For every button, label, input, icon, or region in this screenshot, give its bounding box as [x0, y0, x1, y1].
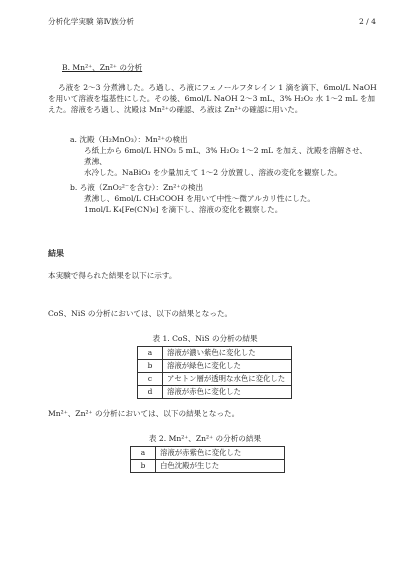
- table-row: [131, 460, 285, 473]
- subsection-b-line: 煮沸し、6mol/L CH₃COOH を用いて中性～微アルカリ性にした。: [84, 194, 315, 203]
- page-number: 2 / 4: [358, 17, 376, 26]
- table-row: [131, 447, 285, 460]
- row-text: アセトン層が透明な水色に変化した: [163, 373, 292, 386]
- table-row: [138, 373, 292, 386]
- row-text: 溶液が濃い紫色に変化した: [163, 347, 292, 360]
- paragraph-line: ろ液を 2～3 分煮沸した。ろ過し、ろ液にフェノールフタレイン 1 滴を滴下、6mol/L NaOH: [58, 83, 377, 92]
- table1: [137, 346, 292, 399]
- table2-caption: 表 2. Mn²⁺、Zn²⁺ の分析の結果: [148, 434, 262, 443]
- subsection-a-title: a. 沈殿（H₂MnO₃）：Mn²⁺の検出: [70, 135, 188, 144]
- table-row: [138, 360, 292, 373]
- subsection-b-line: 1mol/L K₄[Fe(CN)₆] を滴下し、溶液の変化を観察した。: [84, 205, 283, 214]
- subsection-a-line: 水冷した。NaBiO₃ を少量加えて 1～2 分放置し、溶液の変化を観察した。: [84, 168, 342, 177]
- row-label: a: [131, 447, 156, 460]
- cos-nis-line: CoS、NiS の分析においては、以下の結果となった。: [48, 309, 233, 318]
- subsection-a-line: ろ紙上から 6mol/L HNO₃ 5 mL、3% H₂O₂ 1～2 mL を加え、沈殿を溶解させ、煮沸、: [84, 146, 367, 166]
- section-b-paragraph: [48, 82, 378, 115]
- mn-zn-line: Mn²⁺、Zn²⁺ の分析においては、以下の結果となった。: [48, 409, 240, 418]
- paragraph-line: えた。溶液をろ過し、沈殿は Mn²⁺の確認、ろ液は Zn²⁺の確認に用いた。: [48, 105, 303, 114]
- row-label: d: [138, 386, 163, 399]
- table1-caption: 表 1. CoS、NiS の分析の結果: [152, 334, 258, 343]
- subsection-b-title: b. ろ液（ZnO₂²⁻を含む）：Zn²⁺の検出: [70, 183, 204, 192]
- header-title: 分析化学実験 第Ⅳ族分析: [48, 17, 134, 26]
- table-row: [138, 386, 292, 399]
- subsection-a: [70, 134, 370, 178]
- row-label: b: [138, 360, 163, 373]
- row-text: 溶液が赤紫色に変化した: [156, 447, 285, 460]
- page-header: [48, 16, 376, 27]
- table-row: [138, 347, 292, 360]
- results-intro: 本実験で得られた結果を以下に示す。: [48, 271, 177, 280]
- paragraph-line: を用いて溶液を塩基性にした。その後、6mol/L NaOH 2～3 mL、3% H₂O₂ 水 1～2 mL を加: [48, 94, 376, 103]
- row-label: a: [138, 347, 163, 360]
- table2: [130, 446, 285, 473]
- row-label: c: [138, 373, 163, 386]
- row-text: 溶液が緑色に変化した: [163, 360, 292, 373]
- row-text: 白色沈殿が生じた: [156, 460, 285, 473]
- row-label: b: [131, 460, 156, 473]
- section-b-title: B. Mn²⁺、Zn²⁺ の分析: [62, 63, 143, 72]
- row-text: 溶液が赤色に変化した: [163, 386, 292, 399]
- results-heading: 結果: [48, 249, 64, 258]
- subsection-b: [70, 182, 370, 215]
